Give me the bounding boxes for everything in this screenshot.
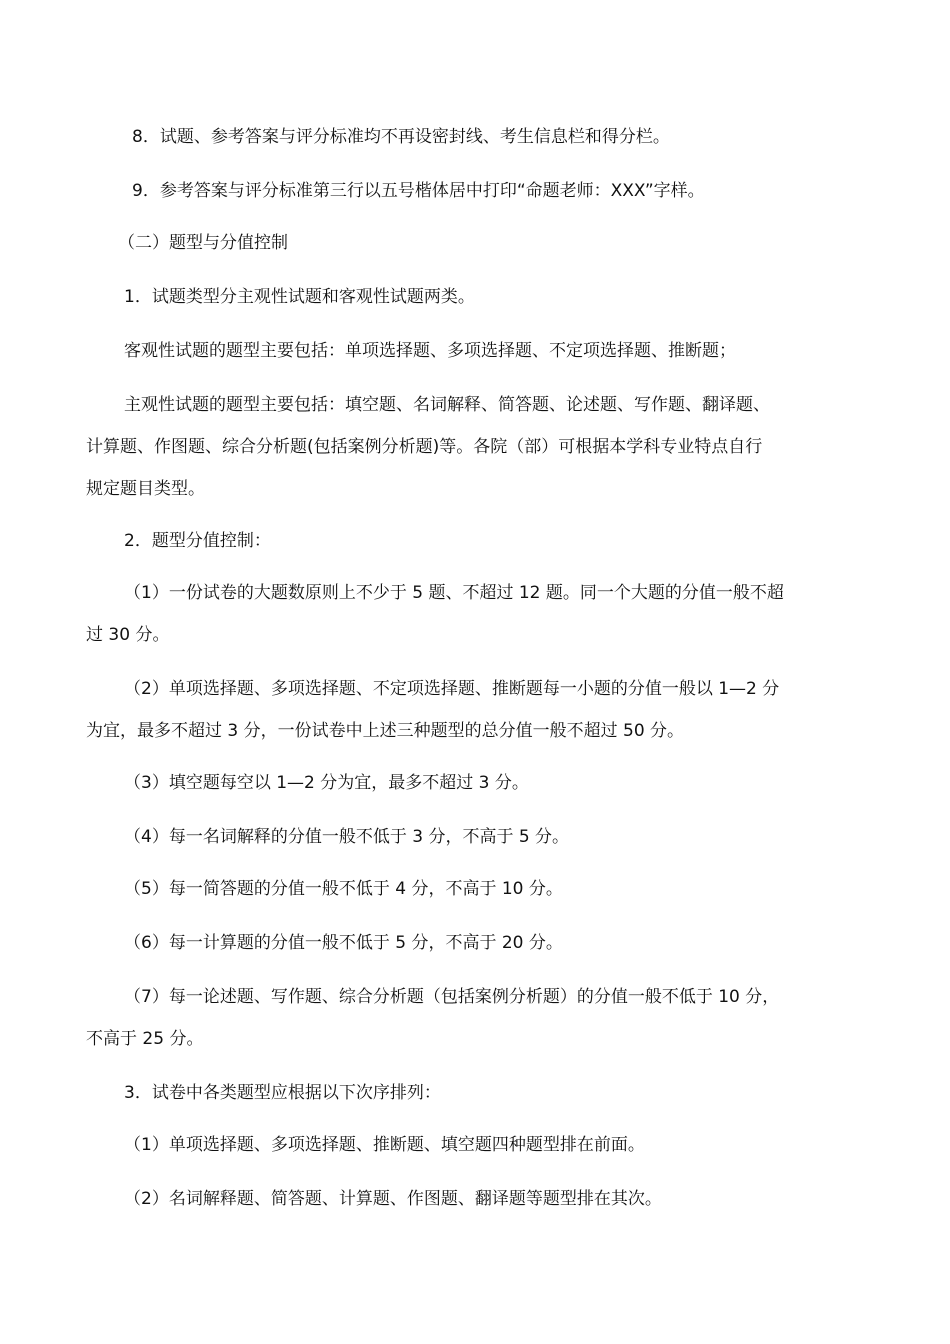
item-3-text: 3．试卷中各类题型应根据以下次序排列： xyxy=(124,1083,441,1103)
subitem-6-text: （6）每一计算题的分值一般不低于 5 分，不高于 20 分。 xyxy=(124,933,563,953)
order-item-1-text: （1）单项选择题、多项选择题、推断题、填空题四种题型排在前面。 xyxy=(124,1135,645,1155)
item-9-text: 9．参考答案与评分标准第三行以五号楷体居中打印“命题老师：XXX”字样。 xyxy=(132,181,705,201)
section-heading: （二）题型与分值控制 xyxy=(118,233,288,253)
subitem-7-line-1: （7）每一论述题、写作题、综合分析题（包括案例分析题）的分值一般不低于 10 分， xyxy=(124,987,780,1007)
item-1-text: 1．试题类型分主观性试题和客观性试题两类。 xyxy=(124,287,475,307)
subitem-5-text: （5）每一简答题的分值一般不低于 4 分，不高于 10 分。 xyxy=(124,879,563,899)
subitem-2-line-2: 为宜，最多不超过 3 分，一份试卷中上述三种题型的总分值一般不超过 50 分。 xyxy=(86,721,685,741)
paragraph-subjective-line-1: 主观性试题的题型主要包括：填空题、名词解释、简答题、论述题、写作题、翻译题、 xyxy=(124,395,770,415)
order-item-2-text: （2）名词解释题、简答题、计算题、作图题、翻译题等题型排在其次。 xyxy=(124,1189,662,1209)
item-8-text: 8．试题、参考答案与评分标准均不再设密封线、考生信息栏和得分栏。 xyxy=(132,127,670,147)
subitem-4-text: （4）每一名词解释的分值一般不低于 3 分，不高于 5 分。 xyxy=(124,827,570,847)
paragraph-subjective-line-3: 规定题目类型。 xyxy=(86,479,205,499)
paragraph-subjective-line-2: 计算题、作图题、综合分析题(包括案例分析题)等。各院（部）可根据本学科专业特点自行 xyxy=(86,437,763,457)
subitem-1-line-2: 过 30 分。 xyxy=(86,625,170,645)
subitem-3-text: （3）填空题每空以 1—2 分为宜，最多不超过 3 分。 xyxy=(124,773,529,793)
subitem-2-line-1: （2）单项选择题、多项选择题、不定项选择题、推断题每一小题的分值一般以 1—2 分 xyxy=(124,679,780,699)
subitem-7-line-2: 不高于 25 分。 xyxy=(86,1029,204,1049)
paragraph-objective: 客观性试题的题型主要包括：单项选择题、多项选择题、不定项选择题、推断题； xyxy=(124,341,736,361)
item-2-text: 2．题型分值控制： xyxy=(124,531,271,551)
subitem-1-line-1: （1）一份试卷的大题数原则上不少于 5 题、不超过 12 题。同一个大题的分值一般不超 xyxy=(124,583,784,603)
